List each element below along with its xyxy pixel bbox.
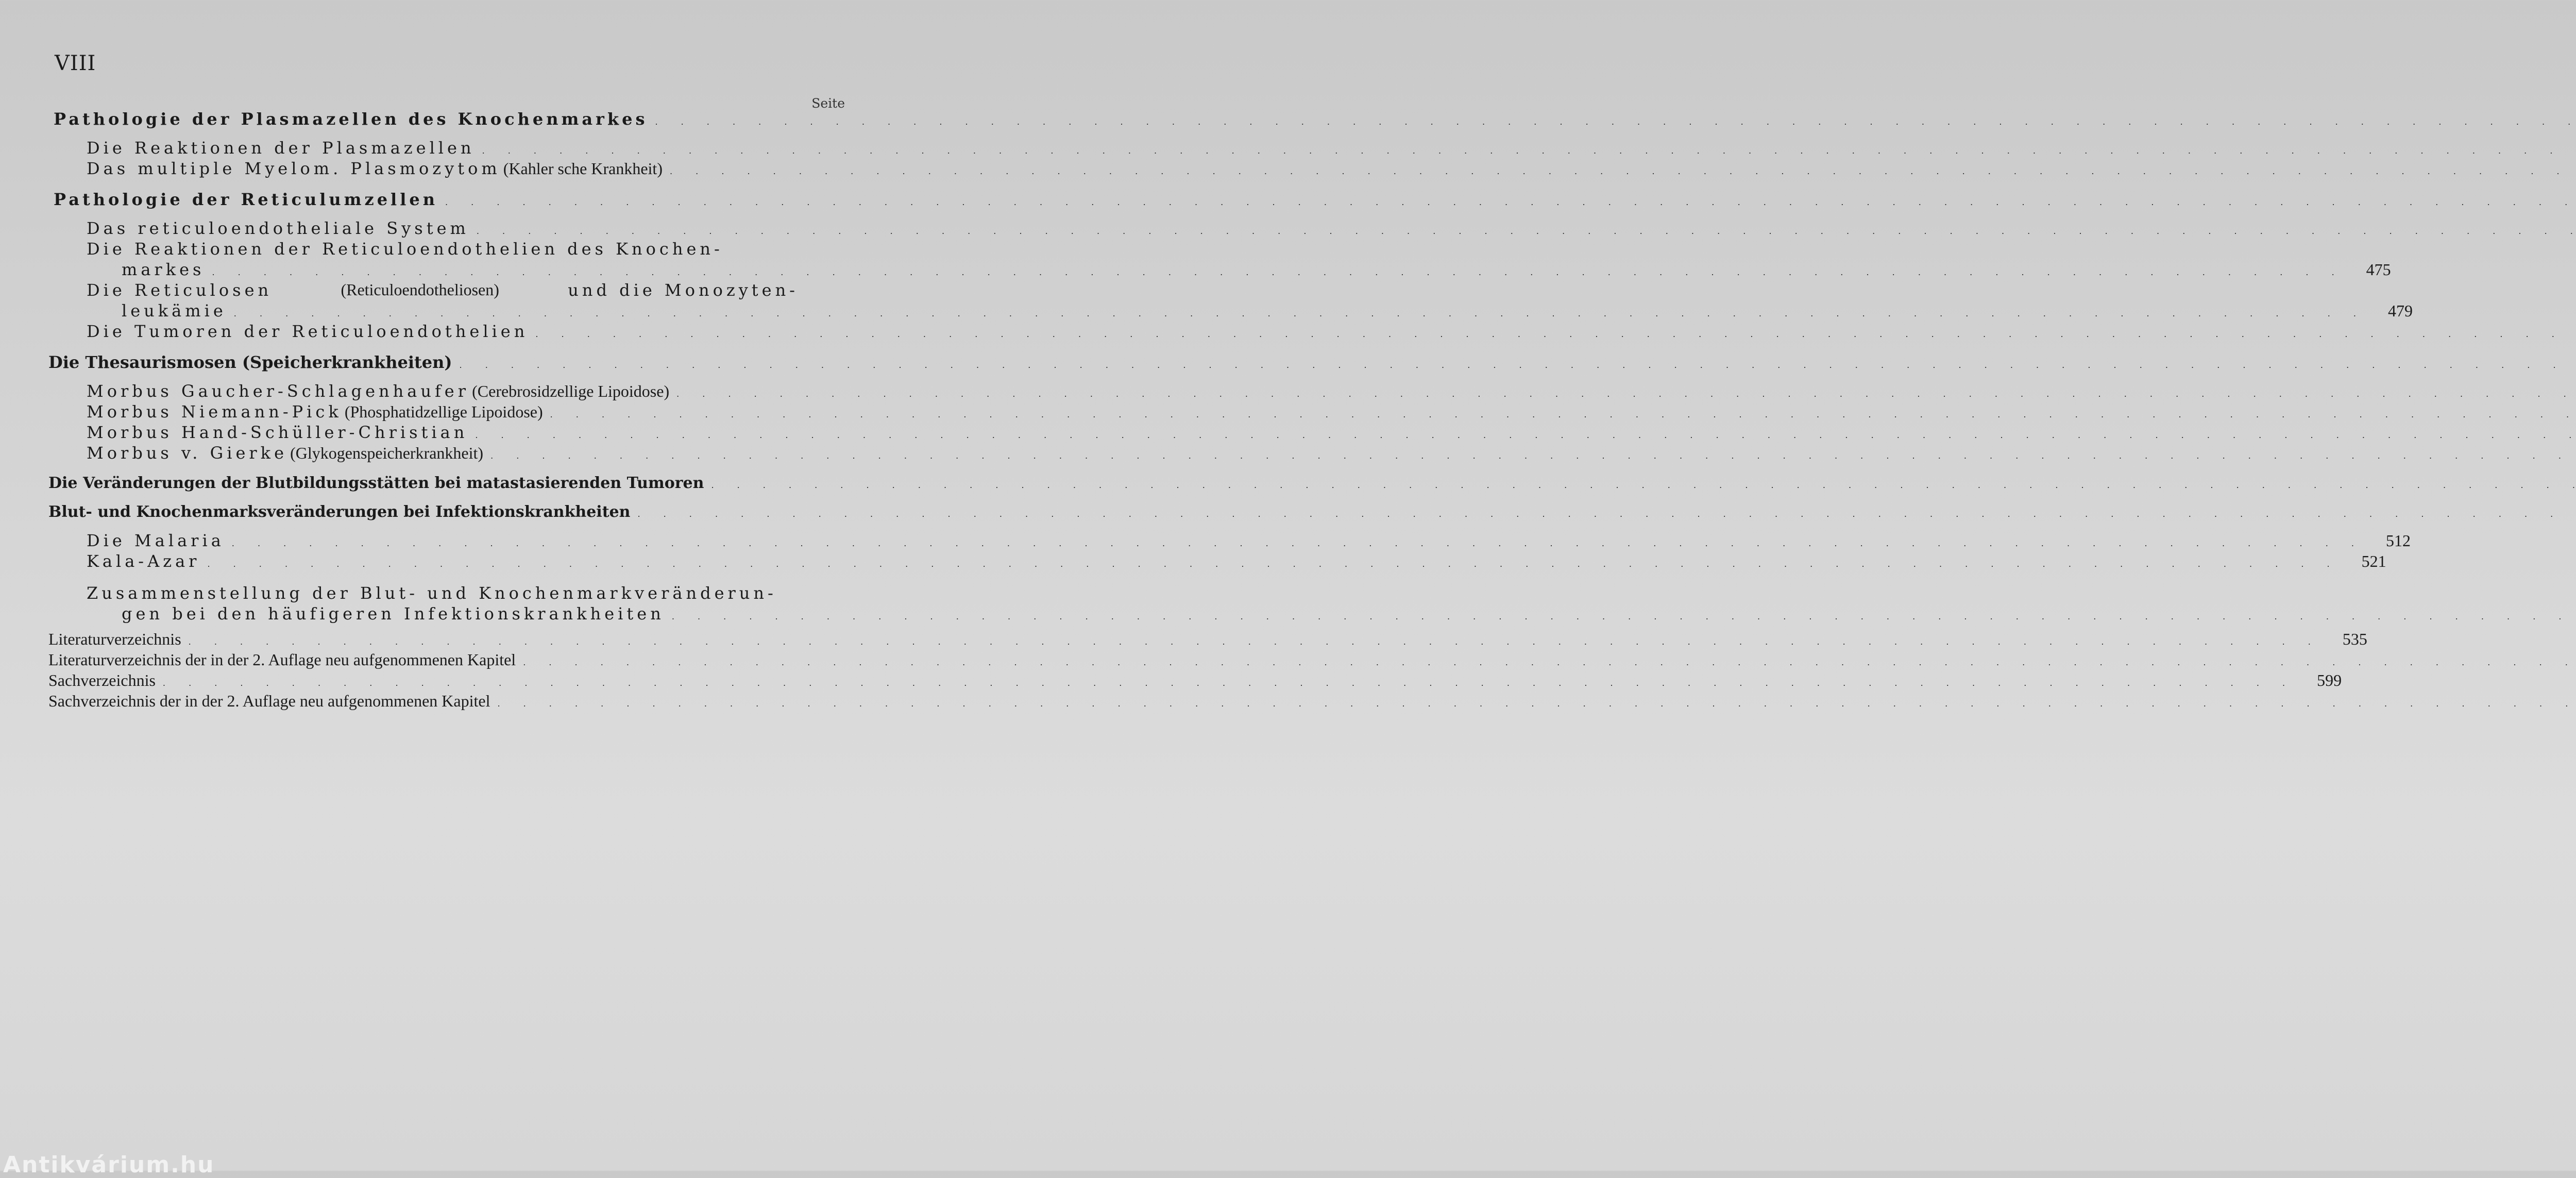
- leader-dots: [543, 410, 2576, 419]
- toc-entry: [48, 352, 845, 372]
- leader-dots: [663, 166, 2576, 176]
- toc-entry: [48, 502, 845, 521]
- toc-entry: [87, 322, 845, 341]
- leader-dots: [516, 658, 2576, 667]
- toc-entry-title-plain: (Phosphatidzellige Lipoidose): [344, 402, 543, 421]
- leader-dots: [490, 699, 2576, 709]
- leader-dots: [181, 637, 2321, 647]
- toc-entry-line1: [87, 280, 799, 300]
- toc-entry: [87, 159, 845, 178]
- toc-entry-title-line2: leukämie: [122, 301, 227, 321]
- toc-entry: [48, 671, 2342, 690]
- leader-dots: [665, 612, 2576, 621]
- toc-entry: [87, 402, 845, 422]
- leader-dots: [469, 226, 2576, 236]
- toc-entry-title: Pathologie der Reticulumzellen: [54, 190, 438, 209]
- toc-entry-title-line2: markes: [122, 260, 205, 279]
- toc-entry: [87, 381, 845, 401]
- toc-entry: [48, 692, 855, 711]
- toc-entry: [87, 531, 2411, 550]
- toc-entry-title: Die Malaria: [87, 531, 225, 550]
- toc-entry-title-spaced: Morbus Niemann-Pick: [87, 402, 342, 422]
- leader-dots: [528, 329, 2576, 339]
- toc-entry-title: Sachverzeichnis der in der 2. Auflage neu aufgenommenen Kapitel: [48, 692, 490, 710]
- toc-entry-title-spaced: Morbus v. Gierke: [87, 443, 287, 463]
- toc-entry-title-spaced: Morbus Gaucher-Schlagenhaufer: [87, 381, 470, 401]
- toc-entry-title: Das reticuloendotheliale System: [87, 218, 469, 238]
- toc-entry-title: [87, 402, 543, 422]
- toc-entry-title: Morbus Hand-Schüller-Christian: [87, 423, 468, 442]
- toc-entry: [48, 473, 845, 492]
- toc-entry: [48, 650, 855, 669]
- toc-entry-title: Die Thesaurismosen (Speicherkrankheiten): [48, 352, 452, 372]
- toc-entry: [87, 551, 2386, 571]
- leader-dots: [648, 117, 2576, 127]
- watermark: Antikvárium.hu: [3, 1152, 215, 1178]
- leader-dots: [438, 197, 2576, 207]
- toc-entry: [87, 218, 845, 238]
- leader-dots: [468, 430, 2576, 440]
- toc-entry-title-part: und die Monozyten-: [568, 280, 799, 300]
- leader-dots: [630, 509, 2576, 519]
- toc-entry: [122, 301, 2413, 321]
- toc-entry-title-plain: (Kahler sche Krankheit): [503, 159, 663, 178]
- leader-dots: [156, 678, 2295, 688]
- toc-entry: [122, 260, 2391, 279]
- toc-entry-title: [87, 443, 483, 463]
- toc-entry-title-part: Die Reticulosen: [87, 280, 273, 300]
- toc-entry: [87, 138, 845, 158]
- toc-entry-title: Literaturverzeichnis: [48, 630, 181, 648]
- toc-entry-title-part: (Reticuloendotheliosen): [341, 280, 499, 299]
- toc-entry-line1: Die Reaktionen der Reticuloendothelien des Knochen-: [87, 239, 723, 259]
- toc-entry-title: Blut- und Knochenmarksveränderungen bei Infektionskrankheiten: [48, 503, 631, 521]
- toc-entry-title-line2: gen bei den häufigeren Infektionskrankheiten: [122, 604, 665, 624]
- leader-dots: [669, 389, 2576, 399]
- toc-entry-title: Die Reaktionen der Plasmazellen: [87, 138, 475, 158]
- toc-entry-title-spaced: Das multiple Myelom. Plasmozytom: [87, 159, 501, 178]
- toc-entry: [87, 443, 845, 463]
- toc-entry-page: 512: [2385, 531, 2411, 550]
- toc-entry-title-plain: (Cerebrosidzellige Lipoidose): [472, 382, 670, 400]
- column-header-seite: Seite: [811, 96, 845, 111]
- leader-dots: [452, 360, 2576, 370]
- toc-entry-page: 475: [2366, 260, 2391, 279]
- toc-entry-page: 535: [2342, 630, 2367, 648]
- toc-entry-page: 479: [2387, 301, 2413, 320]
- toc-entry-title: Die Tumoren der Reticuloendothelien: [87, 322, 529, 341]
- toc-entry: [54, 109, 845, 129]
- leader-dots: [227, 309, 2366, 318]
- toc-entry: [122, 604, 845, 624]
- leader-dots: [225, 538, 2364, 548]
- leader-dots: [483, 451, 2576, 461]
- leader-dots: [205, 267, 2344, 277]
- toc-entry-title: Pathologie der Plasmazellen des Knochenmarkes: [54, 109, 648, 129]
- toc-entry-title: Sachverzeichnis: [48, 671, 156, 689]
- toc-entry-line1: Zusammenstellung der Blut- und Knochenmarkveränderun-: [87, 583, 777, 603]
- leader-dots: [200, 559, 2340, 569]
- leader-dots: [704, 480, 2576, 490]
- toc-entry: [48, 630, 2367, 649]
- toc-entry: [54, 190, 845, 209]
- toc-entry-title: Kala-Azar: [87, 551, 200, 571]
- toc-entry-title: Die Veränderungen der Blutbildungsstätten bei matastasierenden Tumoren: [48, 474, 704, 492]
- page-number: VIII: [55, 52, 96, 75]
- toc-entry-title-plain: (Glykogenspeicherkrankheit): [290, 444, 484, 462]
- toc-entry-page: 521: [2361, 552, 2386, 570]
- toc-entry-title: [87, 381, 669, 401]
- toc-entry-title: Literaturverzeichnis der in der 2. Auflage neu aufgenommenen Kapitel: [48, 650, 516, 669]
- toc-entry-page: 599: [2317, 671, 2342, 689]
- leader-dots: [475, 146, 2576, 156]
- toc-entry: [87, 423, 845, 442]
- toc-entry-title: [87, 159, 663, 178]
